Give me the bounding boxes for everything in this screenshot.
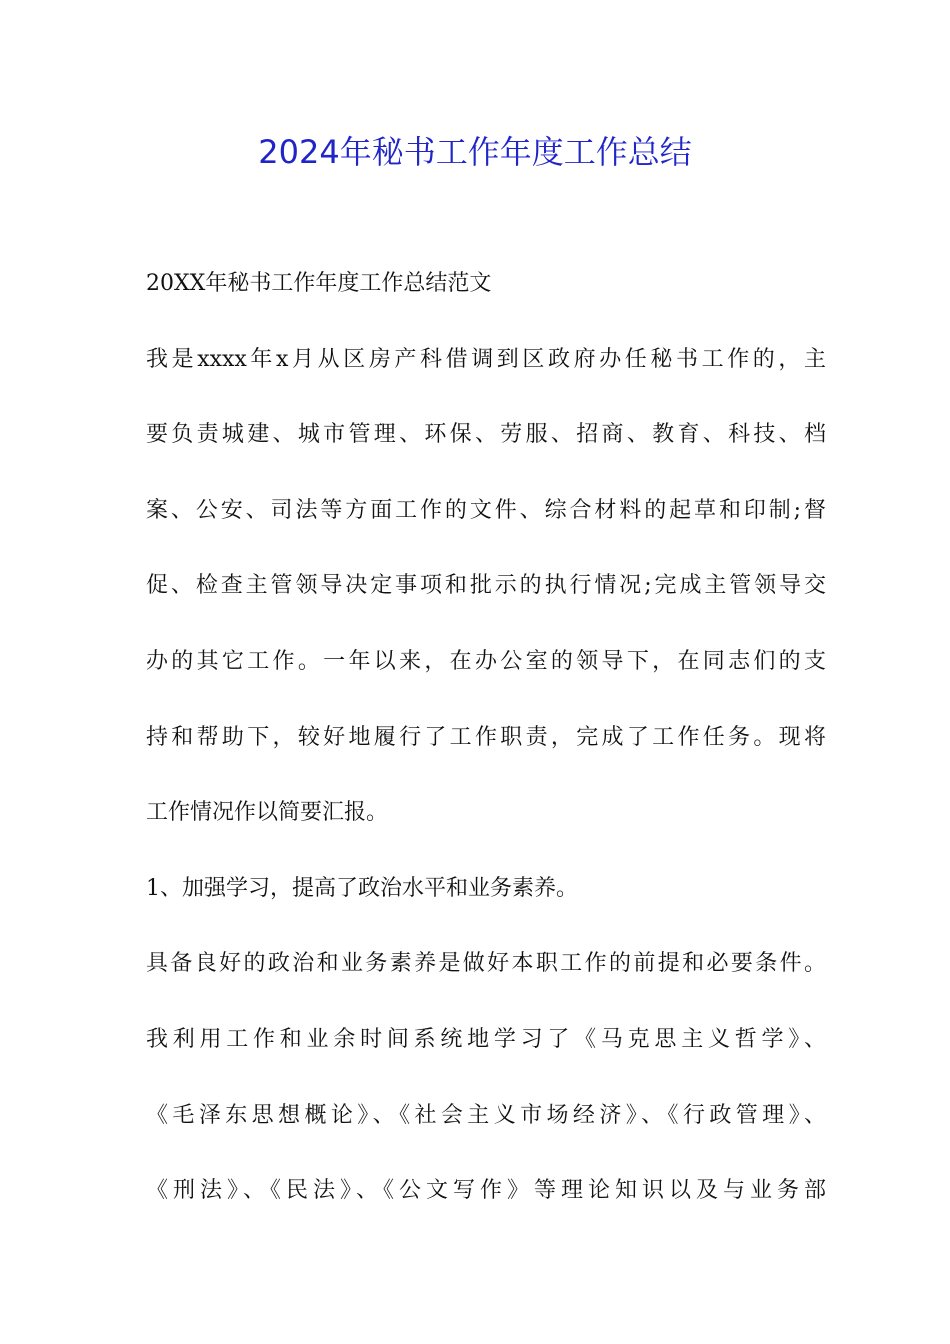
text-line: 案、公安、司法等方面工作的文件、综合材料的起草和印制;督 [146,497,826,523]
text-line: 具备良好的政治和业务素养是做好本职工作的前提和必要条件。 [146,951,826,977]
text-line: 《毛泽东思想概论》、《社会主义市场经济》、《行政管理》、 [146,1102,826,1128]
text-line: 我利用工作和业余时间系统地学习了《马克思主义哲学》、 [146,1026,826,1052]
text-line: 工作情况作以简要汇报。 [146,800,389,826]
text-line: 持和帮助下，较好地履行了工作职责，完成了工作任务。现将 [146,724,826,750]
text-line-subtitle: 20XX年秘书工作年度工作总结范文 [146,271,492,296]
text-line: 我是xxxx年x月从区房产科借调到区政府办任秘书工作的，主 [146,346,826,372]
document-body [146,262,826,1245]
document-title: 2024年秘书工作年度工作总结 [258,133,692,171]
text-line: 促、检查主管领导决定事项和批示的执行情况;完成主管领导交 [146,573,826,599]
text-line: 《刑法》、《民法》、《公文写作》等理论知识以及与业务部 [146,1178,826,1204]
text-line: 办的其它工作。一年以来，在办公室的领导下，在同志们的支 [146,648,826,674]
section-heading: 1、加强学习，提高了政治水平和业务素养。 [146,875,578,901]
text-line: 要负责城建、城市管理、环保、劳服、招商、教育、科技、档 [146,422,826,448]
